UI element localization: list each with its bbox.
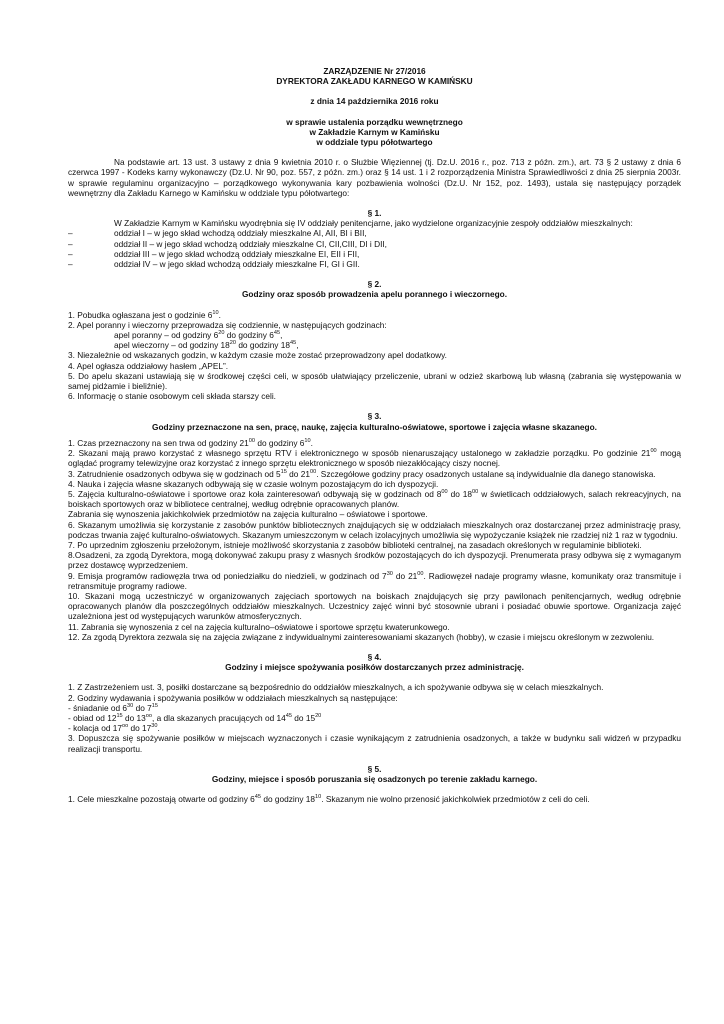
s3-point-1: 1. Czas przeznaczony na sen trwa od godziny $21^{00}$ do godziny $6^{10}$. [68, 437, 313, 448]
s2-morning-roll: apel poranny – od godziny $6^{20}$ do godziny $6^{45}$, [114, 330, 283, 341]
s2-point-5: 5. Do apelu skazani ustawiają się w środkowej części celi, w sposób ułatwiający przeliczenie, ubrani w odzież skarbową lub własną (zabrania się występowania w samej pidżamie i bieliźnie). [68, 370, 681, 392]
s3-point-5: 5. Zajęcia kulturalno-oświatowe i sportowe oraz koła zainteresowań odbywają się w godzinach od $8^{00}$ do $18^{00}$ w świetlicach oddziałowych, salach rekreacyjnych, na boiskach sportowych oraz w bibliotece centralnej, według odrębnie opracowanych planów. [68, 488, 681, 510]
s4-point-3: 3. Dopuszcza się spożywanie posiłków w miejscach wyznaczonych i czasie wynikającym z zatrudnienia osadzonych, a także w budynku sali widzeń w przypadku realizacji transportu. [68, 733, 681, 754]
doc-date: z dnia 14 października 2016 roku [310, 96, 439, 107]
s2-point-4: 4. Apel ogłasza oddziałowy hasłem „APEL”. [68, 360, 229, 371]
subject-line-1: w sprawie ustalenia porządku wewnętrznego [286, 116, 463, 127]
s3-point-12: 12. Za zgodą Dyrektora zezwala się na zajęcia związane z indywidualnymi zainteresowaniami skazanych (hobby), w czasie i miejscu określonym w zezwoleniu. [68, 631, 655, 642]
section-1-list [68, 228, 681, 269]
s4-point-1: 1. Z Zastrzeżeniem ust. 3, posiłki dostarczane są bezpośrednio do oddziałów mieszkalnych, a ich spożywanie odbywa się w celach mieszkalnych. [68, 682, 604, 693]
section-5-title: Godziny, miejsce i sposób poruszania się osadzonych po terenie zakładu karnego. [211, 773, 538, 784]
s3-point-5-note: Zabrania się wynoszenia jakichkolwiek przedmiotów na zajęcia kulturalno – oświatowe i sportowe. [68, 509, 428, 520]
subject-line-2: w Zakładzie Karnym w Kamińsku [309, 126, 440, 137]
doc-subject [68, 117, 681, 148]
section-1-mark: § 1. [367, 208, 382, 219]
section-4-title: Godziny i miejsce spożywania posiłków dostarczanych przez administrację. [225, 662, 524, 673]
s3-point-4: 4. Nauka i zajęcia własne skazanych odbywają się w czasie wolnym pozostającym do ich dyspozycji. [68, 478, 439, 489]
s2-evening-roll: apel wieczorny – od godziny $18^{20}$ do godziny $18^{45}$, [114, 340, 299, 351]
s4-breakfast: - śniadanie od $6^{30}$ do $7^{15}$ [68, 702, 158, 713]
s4-point-2: 2. Godziny wydawania i spożywania posiłków w oddziałach mieszkalnych są następujące: [68, 692, 398, 703]
preamble: Na podstawie art. 13 ust. 3 ustawy z dnia 9 kwietnia 2010 r. o Służbie Więziennej (tj. Dz.U. 2016 r., poz. 713 z późn. zm.), art. 73 § 2 ustawy z dnia 6 czerwca 1997 - Kodeks karny wykonawczy (Dz.U. Nr 90, poz. 557, z późn. zm.) oraz § 14 ust. 1 i 2 rozporządzenia Ministra Sprawiedliwości z dnia 25 sierpnia 2003r. w sprawie regulaminu organizacyjno – porządkowego wykonywania kary pozbawienia wolności (Dz.U. Nr 152, poz. 1493), ustala się następujący porządek wewnętrzny dla Zakładu Karnego w Kamińsku w oddziale typu półotwartego: [68, 157, 681, 198]
s4-dinner: - obiad od $12^{15}$ do $13^{oo}$, a dla skazanych pracujących od $14^{45}$ do $15^{20}$ [68, 712, 322, 723]
section-4-mark: § 4. [367, 651, 382, 662]
s3-point-11: 11. Zabrania się wynoszenia z cel na zajęcia kulturalno–oświatowe i sportowe sprzętu kwaterunkowego. [68, 621, 450, 632]
s3-point-6: 6. Skazanym umożliwia się korzystanie z zasobów punktów bibliotecznych znajdujących się w oddziałach mieszkalnych oraz dostarczanej przez administrację prasy, podczas trwania zajęć kulturalno-oświatowych. Skazanym umieszczonym w celach izolacyjnych umożliwia się wypożyczanie książek nie rzadziej niż 1 raz w tygodniu. [68, 519, 681, 540]
doc-title [68, 66, 681, 86]
s3-point-2: 2. Skazani mają prawo korzystać z własnego sprzętu RTV i elektronicznego w sposób nienaruszający ustalonego w zakładzie porządku. Po godzinie $21^{00}$ mogą oglądać programy telewizyjne oraz korzystać z innego sprzętu elektronicznego w sposób niezakłócający ciszy nocnej. [68, 448, 682, 469]
s3-point-9: 9. Emisja programów radiowęzła trwa od poniedziałku do niedzieli, w godzinach od $7^{30}$ do $21^{00}$. Radiowęzeł nadaje programy własne, komunikaty oraz transmituje i retransmituje programy radiowe. [68, 570, 682, 591]
s3-point-7: 7. Po uprzednim zgłoszeniu przełożonym, istnieje możliwość skorzystania z zasobów biblioteki centralnej, na zasadach określonych w regulaminie biblioteki. [68, 539, 642, 550]
section-2-title: Godziny oraz sposób prowadzenia apelu porannego i wieczornego. [241, 289, 508, 300]
list-item: – oddział III – w jego skład wchodzą oddziały mieszkalne EI, EII i FII, [68, 248, 360, 259]
list-item: – oddział I – w jego skład wchodzą oddziały mieszkalne AI, AII, BI i BII, [68, 228, 367, 239]
s2-point-3: 3. Niezależnie od wskazanych godzin, w każdym czasie może zostać przeprowadzony apel dodatkowy. [68, 350, 447, 361]
list-item: – oddział IV – w jego skład wchodzą oddziały mieszkalne FI, GI i GII. [68, 259, 360, 270]
s3-point-8: 8.Osadzeni, za zgodą Dyrektora, mogą dokonywać zakupu prasy z własnych środków pozostających do ich dyspozycji. Prenumerata prasy odbywa się z wymaganym przez dostawcę wyprzedzeniem. [68, 550, 681, 571]
s5-point-1: 1. Cele mieszkalne pozostają otwarte od godziny $6^{45}$ do godziny $18^{10}$. Skazanym nie wolno przenosić jakichkolwiek przedmiotów z celi do celi. [68, 794, 590, 805]
s2-point-1: 1. Pobudka ogłaszana jest o godzinie $6^{10}$. [68, 309, 221, 320]
section-3-title: Godziny przeznaczone na sen, pracę, naukę, zajęcia kulturalno-oświatowe, sportowe i zajęcia własne skazanego. [152, 421, 597, 432]
section-1-intro: W Zakładzie Karnym w Kamińsku wyodrębnia się IV oddziały penitencjarne, jako wydzielone organizacyjnie zespoły oddziałów mieszkalnych: [114, 218, 633, 229]
s3-point-10: 10. Skazani mogą uczestniczyć w organizowanych zajęciach sportowych na boiskach znajdujących się przy pawilonach penitencjarnych, według odrębnie opracowanych planów dla poszczególnych oddziałów mieszkalnych. Uczestnicy zajęć winni być stosownie ubrani i posiadać obuwie sportowe. Organizacja zajęć uzależniona jest od występujących warunków atmosferycznych. [68, 590, 681, 622]
subject-line-3: w oddziale typu półotwartego [316, 137, 433, 148]
s2-point-2: 2. Apel poranny i wieczorny przeprowadza się codziennie, w następujących godzinach: [68, 319, 387, 330]
list-item: – oddział II – w jego skład wchodzą oddziały mieszkalne CI, CII,CIII, DI i DII, [68, 238, 387, 249]
section-2-mark: § 2. [367, 279, 382, 290]
document-page [68, 66, 681, 804]
s2-point-6: 6. Informację o stanie osobowym celi składa starszy celi. [68, 391, 276, 402]
s3-point-3: 3. Zatrudnienie osadzonych odbywa się w godzinach od $5^{15}$ do $21^{00}$. Szczegółowe godziny pracy osadzonych ustalane są indywidualnie dla danego stanowiska. [68, 468, 656, 479]
section-3-mark: § 3. [367, 411, 382, 422]
section-5-mark: § 5. [367, 763, 382, 774]
title-line-2: DYREKTORA ZAKŁADU KARNEGO W KAMIŃSKU [276, 76, 473, 87]
title-line-1: ZARZĄDZENIE Nr 27/2016 [323, 66, 426, 76]
s4-supper: - kolacja od $17^{oo}$ do $17^{30}$. [68, 723, 160, 734]
